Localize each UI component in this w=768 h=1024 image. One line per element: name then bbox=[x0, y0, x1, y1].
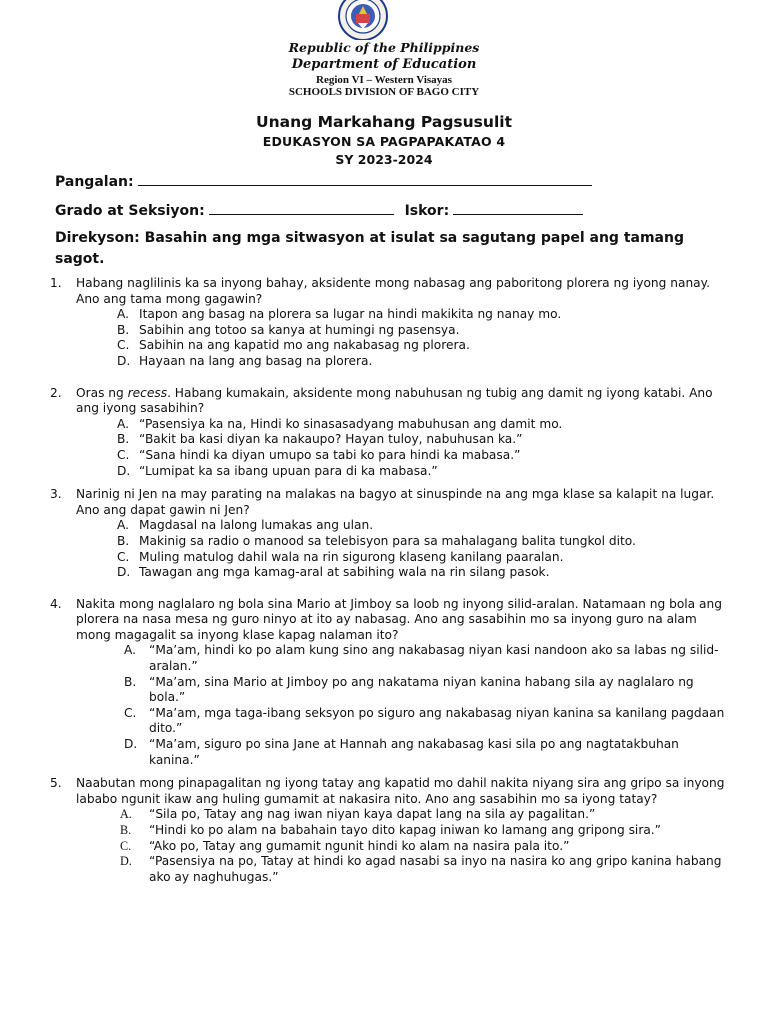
option-a bbox=[76, 518, 730, 534]
option-letter: D. bbox=[117, 353, 131, 368]
option-letter: A. bbox=[117, 416, 129, 431]
option-letter: A. bbox=[120, 807, 132, 822]
name-label: Pangalan: bbox=[55, 174, 134, 190]
option-b bbox=[76, 534, 730, 550]
question-5 bbox=[50, 776, 730, 885]
option-text: “Ma’am, sina Mario at Jimboy po ang nakatama niyan kanina habang sila ay naglalaro ng bola.” bbox=[149, 674, 694, 705]
exam-title: Unang Markahang Pagsusulit bbox=[256, 113, 512, 131]
option-letter: B. bbox=[124, 674, 137, 689]
department-heading: Department of Education bbox=[291, 57, 477, 72]
subject-title: EDUKASYON SA PAGPAPAKATAO 4 bbox=[262, 134, 506, 149]
option-a bbox=[76, 807, 730, 823]
option-list bbox=[76, 807, 730, 885]
region-heading: Region VI – Western Visayas bbox=[316, 74, 452, 86]
option-text: “Ma’am, siguro po sina Jane at Hannah ang nakabasag kasi sila po ang nagtatakbuhan kanina.” bbox=[149, 737, 679, 767]
option-text: “Sila po, Tatay ang nag iwan niyan kaya dapat lang na sila ay pagalitan.” bbox=[149, 807, 596, 822]
option-list bbox=[76, 307, 730, 369]
option-text: “Ma’am, hindi ko po alam kung sino ang nakabasag niyan kasi nandoon ako sa labas ng silid-aralan.” bbox=[149, 643, 719, 674]
question-2 bbox=[50, 386, 730, 480]
question-number: 4. bbox=[50, 596, 62, 611]
option-c bbox=[76, 550, 730, 566]
question-text-part: . Habang kumakain, aksidente mong nabuhusan ng tubig ang damit ng iyong katabi. Ano ang iyong sasabihin? bbox=[76, 385, 713, 416]
option-d bbox=[76, 464, 730, 480]
directions: Direkyson: Basahin ang mga sitwasyon at isulat sa sagutang papel ang tamang sagot. bbox=[55, 230, 684, 267]
option-list bbox=[76, 643, 730, 768]
question-4 bbox=[50, 597, 730, 769]
name-field bbox=[55, 171, 592, 190]
question-text-part: Oras ng bbox=[76, 385, 128, 400]
option-letter: C. bbox=[117, 447, 130, 462]
option-d bbox=[76, 854, 730, 885]
option-letter: D. bbox=[124, 737, 138, 752]
option-letter: C. bbox=[120, 838, 132, 853]
option-letter: B. bbox=[117, 322, 130, 337]
option-d bbox=[76, 565, 730, 581]
option-letter: A. bbox=[117, 518, 129, 533]
question-1 bbox=[50, 276, 730, 370]
question-list bbox=[50, 276, 730, 885]
option-letter: C. bbox=[117, 549, 130, 564]
question-number: 1. bbox=[50, 276, 62, 290]
grade-score-field bbox=[55, 200, 583, 219]
option-text: Itapon ang basag na plorera sa lugar na hindi makikita ng nanay mo. bbox=[139, 307, 562, 322]
option-text: Tawagan ang mga kamag-aral at sabihing wala na rin silang pasok. bbox=[139, 565, 550, 580]
option-a bbox=[76, 417, 730, 433]
option-letter: C. bbox=[117, 338, 130, 353]
question-text: Naabutan mong pinapagalitan ng iyong tatay ang kapatid mo dahil nakita niyang sira ang gripo sa inyong lababo ngunit ikaw ang huling gumamit at nakasira nito. Ano ang sasabihin mo sa iyong tatay? bbox=[76, 776, 725, 806]
option-a bbox=[76, 307, 730, 323]
option-list bbox=[76, 417, 730, 479]
option-a bbox=[76, 643, 730, 674]
question-3 bbox=[50, 487, 730, 581]
score-label: Iskor: bbox=[404, 203, 450, 219]
option-d bbox=[76, 737, 730, 768]
question-text: Nakita mong naglalaro ng bola sina Mario at Jimboy sa loob ng inyong silid-aralan. Natamaan ng bola ang plorera na nasa mesa ng guro ninyo at ito ay nabasag. Ano ang sasabihin mo sa inyong guro na alam mong magagalit sa inyong klase kapag nalaman ito? bbox=[76, 596, 722, 642]
option-text: Muling matulog dahil wala na rin sigurong klaseng kanilang paaralan. bbox=[139, 549, 564, 564]
name-blank[interactable] bbox=[138, 171, 592, 186]
option-d bbox=[76, 354, 730, 370]
option-letter: D. bbox=[117, 565, 131, 580]
option-text: “Pasensiya na po, Tatay at hindi ko agad nasabi sa inyo na nasira ko ang gripo kanina habang ako ay naghuhugas.” bbox=[149, 854, 722, 884]
question-number: 3. bbox=[50, 487, 62, 502]
question-text: Habang naglilinis ka sa inyong bahay, aksidente mong nabasag ang paboritong plorera ng iyong nanay. Ano ang tama mong gagawin? bbox=[76, 276, 710, 306]
deped-seal-icon bbox=[334, 0, 392, 40]
question-number: 2. bbox=[50, 385, 62, 400]
option-text: Sabihin na ang kapatid mo ang nakabasag ng plorera. bbox=[139, 338, 470, 353]
option-letter: A. bbox=[117, 307, 129, 322]
option-c bbox=[76, 338, 730, 354]
option-text: Magdasal na lalong lumakas ang ulan. bbox=[139, 518, 374, 533]
option-text: “Sana hindi ka diyan umupo sa tabi ko para hindi ka mabasa.” bbox=[139, 447, 521, 462]
option-c bbox=[76, 839, 730, 855]
grade-label: Grado at Seksiyon: bbox=[55, 203, 205, 219]
option-b bbox=[76, 823, 730, 839]
option-text: Hayaan na lang ang basag na plorera. bbox=[139, 353, 373, 368]
option-text: “Bakit ba kasi diyan ka nakaupo? Hayan tuloy, nabuhusan ka.” bbox=[139, 432, 523, 447]
option-text: “Ma’am, mga taga-ibang seksyon po siguro ang nakabasag niyan kanina sa kanilang pagdaan dito.” bbox=[149, 705, 725, 736]
option-letter: B. bbox=[117, 432, 130, 447]
option-c bbox=[76, 706, 730, 737]
question-text: Narinig ni Jen na may parating na malakas na bagyo at sinuspinde na ang mga klase sa kalapit na lugar. Ano ang dapat gawin ni Jen? bbox=[76, 487, 715, 517]
option-c bbox=[76, 448, 730, 464]
option-letter: C. bbox=[124, 705, 137, 720]
question-text-emphasis: recess bbox=[127, 385, 168, 400]
question-number: 5. bbox=[50, 776, 62, 791]
option-letter: D. bbox=[120, 854, 132, 869]
option-list bbox=[76, 518, 730, 580]
score-blank[interactable] bbox=[453, 200, 583, 215]
option-b bbox=[76, 432, 730, 448]
option-text: Sabihin ang totoo sa kanya at humingi ng pasensya. bbox=[139, 322, 460, 337]
grade-blank[interactable] bbox=[209, 200, 394, 215]
option-letter: B. bbox=[120, 823, 132, 837]
division-heading: SCHOOLS DIVISION OF BAGO CITY bbox=[288, 86, 480, 98]
option-text: Makinig sa radio o manood sa telebisyon para sa mahalagang balita tungkol dito. bbox=[139, 533, 636, 548]
republic-heading: Republic of the Philippines bbox=[288, 40, 480, 55]
option-letter: A. bbox=[124, 643, 136, 658]
school-year: SY 2023-2024 bbox=[335, 152, 433, 167]
option-text: “Ako po, Tatay ang gumamit ngunit hindi ko alam na nasira pala ito.” bbox=[149, 838, 570, 853]
option-b bbox=[76, 675, 730, 706]
option-text: “Hindi ko po alam na babahain tayo dito kapag iniwan ko lamang ang gripong sira.” bbox=[149, 823, 661, 837]
option-b bbox=[76, 323, 730, 339]
option-letter: B. bbox=[117, 533, 130, 548]
option-text: “Pasensiya ka na, Hindi ko sinasasadyang mabuhusan ang damit mo. bbox=[139, 416, 563, 431]
option-letter: D. bbox=[117, 463, 131, 478]
option-text: “Lumipat ka sa ibang upuan para di ka mabasa.” bbox=[139, 463, 438, 478]
question-text bbox=[76, 386, 730, 417]
